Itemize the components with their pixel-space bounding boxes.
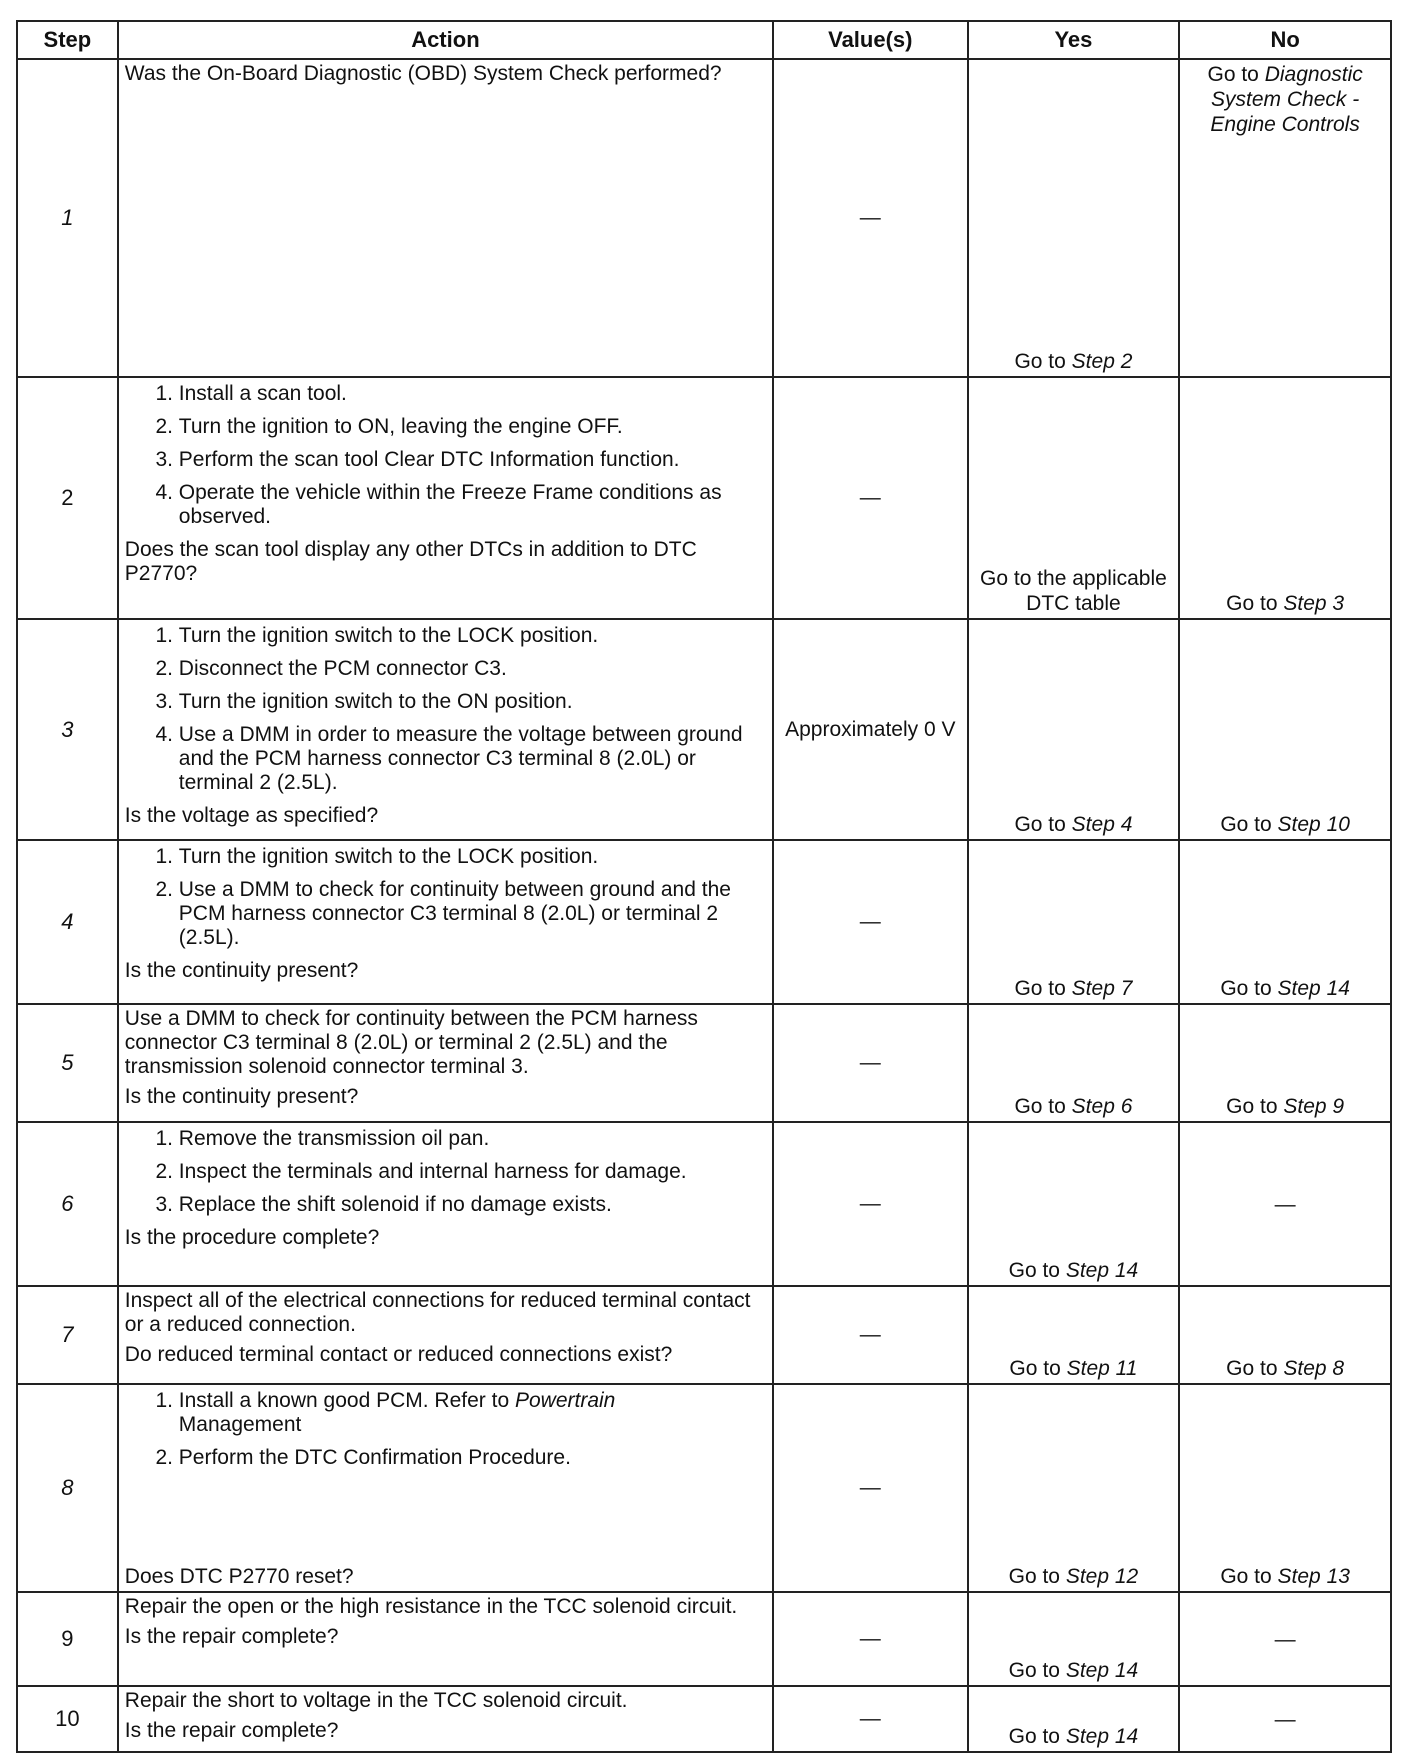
no-cell bbox=[1179, 1592, 1391, 1686]
step-number: 3 bbox=[17, 619, 118, 840]
step-number: 6 bbox=[17, 1122, 118, 1286]
yes-step-link[interactable]: Step 14 bbox=[1065, 1259, 1139, 1282]
action-item: 3. Perform the scan tool Clear DTC Information function. bbox=[179, 448, 766, 472]
no-prefix: Go to bbox=[1226, 1095, 1278, 1118]
no-cell bbox=[1179, 1122, 1391, 1286]
header-row bbox=[17, 21, 1391, 59]
table-row-step-5 bbox=[17, 1004, 1391, 1122]
step-number: 7 bbox=[17, 1286, 118, 1384]
no-cell bbox=[1179, 1686, 1391, 1752]
header-values: Value(s) bbox=[773, 21, 968, 59]
action-text: Use a DMM to check for continuity between the PCM harness connector C3 terminal 8 (2.0L) or terminal 2 (2.5L) and the transmission solenoid connector terminal 3. bbox=[124, 1007, 698, 1078]
action-item: 3. Replace the shift solenoid if no damage exists. bbox=[179, 1193, 766, 1217]
diagnostic-table bbox=[16, 20, 1392, 1753]
yes-step-link[interactable]: Step 7 bbox=[1071, 977, 1133, 1000]
question-text: Was the On-Board Diagnostic (OBD) System Check performed? bbox=[124, 62, 722, 85]
question-text: Is the continuity present? bbox=[124, 1085, 359, 1108]
no-cell bbox=[1179, 1286, 1391, 1384]
action-text-tail: Management bbox=[178, 1413, 302, 1436]
yes-text[interactable]: Go to the applicable DTC table bbox=[980, 567, 1167, 615]
action-cell bbox=[118, 377, 773, 619]
value-cell bbox=[773, 59, 968, 377]
no-prefix: Go to bbox=[1220, 977, 1272, 1000]
no-cell bbox=[1179, 619, 1391, 840]
action-cell bbox=[118, 1286, 773, 1384]
no-step-link[interactable]: Step 9 bbox=[1283, 1095, 1345, 1118]
dash-mark: — bbox=[1274, 1707, 1296, 1731]
value-cell bbox=[773, 1384, 968, 1592]
yes-cell bbox=[968, 1286, 1180, 1384]
table-row-step-7 bbox=[17, 1286, 1391, 1384]
dash-mark: — bbox=[859, 1476, 881, 1499]
dash-mark: — bbox=[859, 206, 881, 229]
yes-step-link[interactable]: Step 11 bbox=[1066, 1357, 1138, 1380]
yes-cell bbox=[968, 1592, 1180, 1686]
step-number: 8 bbox=[17, 1384, 118, 1592]
action-text: Repair the short to voltage in the TCC solenoid circuit. bbox=[124, 1689, 628, 1712]
no-prefix: Go to bbox=[1207, 63, 1259, 86]
action-item: 1. Turn the ignition switch to the LOCK position. bbox=[179, 624, 766, 648]
question-text: Do reduced terminal contact or reduced connections exist? bbox=[124, 1343, 673, 1366]
action-list bbox=[125, 624, 766, 795]
step-number: 10 bbox=[17, 1686, 118, 1752]
dash-mark: — bbox=[859, 1051, 881, 1074]
dash-mark: — bbox=[1274, 1627, 1296, 1651]
action-list bbox=[125, 845, 766, 950]
table-row-step-6 bbox=[17, 1122, 1391, 1286]
no-prefix: Go to bbox=[1220, 1565, 1272, 1588]
no-reference-link[interactable]: Diagnostic System Check - Engine Controls bbox=[1210, 63, 1363, 136]
value-cell bbox=[773, 1122, 968, 1286]
action-cell bbox=[118, 1004, 773, 1122]
action-item: 1. Remove the transmission oil pan. bbox=[179, 1127, 766, 1151]
question-text: Is the repair complete? bbox=[124, 1625, 339, 1648]
step-number: 4 bbox=[17, 840, 118, 1004]
yes-cell bbox=[968, 59, 1180, 377]
question-text: Does the scan tool display any other DTCs in addition to DTC P2770? bbox=[124, 538, 697, 585]
table-row-step-1 bbox=[17, 59, 1391, 377]
yes-step-link[interactable]: Step 4 bbox=[1071, 813, 1133, 836]
table-row-step-3 bbox=[17, 619, 1391, 840]
yes-cell bbox=[968, 840, 1180, 1004]
yes-step-link[interactable]: Step 14 bbox=[1065, 1659, 1139, 1682]
question-text: Is the voltage as specified? bbox=[124, 804, 379, 827]
table-row-step-10 bbox=[17, 1686, 1391, 1752]
yes-prefix: Go to bbox=[1009, 1357, 1061, 1380]
action-list bbox=[125, 1389, 766, 1470]
no-prefix: Go to bbox=[1226, 592, 1278, 615]
header-action: Action bbox=[118, 21, 773, 59]
action-item: 2. Turn the ignition to ON, leaving the engine OFF. bbox=[179, 415, 766, 439]
dash-mark: — bbox=[859, 1323, 881, 1346]
action-item: 2. Inspect the terminals and internal harness for damage. bbox=[179, 1160, 766, 1184]
value-cell bbox=[773, 1592, 968, 1686]
spacer bbox=[125, 1479, 766, 1565]
action-list bbox=[125, 1127, 766, 1217]
value-cell: Approximately 0 V bbox=[773, 619, 968, 840]
action-cell bbox=[118, 619, 773, 840]
yes-prefix: Go to bbox=[1008, 1659, 1060, 1682]
yes-prefix: Go to bbox=[1008, 1259, 1060, 1282]
yes-cell bbox=[968, 1004, 1180, 1122]
yes-prefix: Go to bbox=[1014, 1095, 1066, 1118]
dash-mark: — bbox=[859, 1627, 881, 1650]
yes-cell bbox=[968, 377, 1180, 619]
action-text: Inspect all of the electrical connections for reduced terminal contact or a reduced connection. bbox=[124, 1289, 751, 1336]
question-text: Is the repair complete? bbox=[124, 1719, 339, 1742]
yes-prefix: Go to bbox=[1008, 1565, 1060, 1588]
yes-step-link[interactable]: Step 6 bbox=[1071, 1095, 1133, 1118]
value-cell bbox=[773, 377, 968, 619]
action-text: Install a known good PCM. Refer to bbox=[178, 1389, 510, 1412]
no-cell bbox=[1179, 377, 1391, 619]
dash-mark: — bbox=[859, 486, 881, 509]
no-step-link[interactable]: Step 10 bbox=[1277, 813, 1350, 836]
yes-prefix: Go to bbox=[1014, 350, 1066, 373]
step-number: 1 bbox=[17, 59, 118, 377]
question-text: Is the procedure complete? bbox=[124, 1226, 380, 1249]
step-number: 2 bbox=[17, 377, 118, 619]
yes-cell bbox=[968, 1686, 1180, 1752]
header-step: Step bbox=[17, 21, 118, 59]
dash-mark: — bbox=[859, 1707, 881, 1730]
value-cell bbox=[773, 1286, 968, 1384]
yes-cell bbox=[968, 1122, 1180, 1286]
no-cell bbox=[1179, 59, 1391, 377]
step-number: 5 bbox=[17, 1004, 118, 1122]
yes-prefix: Go to bbox=[1008, 1725, 1060, 1748]
no-cell bbox=[1179, 840, 1391, 1004]
step-number: 9 bbox=[17, 1592, 118, 1686]
value-cell bbox=[773, 1686, 968, 1752]
action-text: Repair the open or the high resistance in the TCC solenoid circuit. bbox=[124, 1595, 738, 1618]
action-cell bbox=[118, 1592, 773, 1686]
table-row-step-9 bbox=[17, 1592, 1391, 1686]
action-cell bbox=[118, 59, 773, 377]
action-list bbox=[125, 382, 766, 529]
action-cell bbox=[118, 840, 773, 1004]
action-item: 2. Disconnect the PCM connector C3. bbox=[179, 657, 766, 681]
action-item: 1. Turn the ignition switch to the LOCK position. bbox=[179, 845, 766, 869]
question-text: Does DTC P2770 reset? bbox=[124, 1565, 354, 1588]
action-cell bbox=[118, 1686, 773, 1752]
yes-step-link[interactable]: Step 12 bbox=[1065, 1565, 1139, 1588]
no-step-link[interactable]: Step 8 bbox=[1283, 1357, 1345, 1380]
action-cell bbox=[118, 1384, 773, 1592]
header-yes: Yes bbox=[968, 21, 1180, 59]
action-item: 1. Install a scan tool. bbox=[179, 382, 766, 406]
no-prefix: Go to bbox=[1226, 1357, 1278, 1380]
action-item: 2. Perform the DTC Confirmation Procedure. bbox=[179, 1446, 766, 1470]
action-item bbox=[179, 1389, 766, 1437]
table-row-step-8 bbox=[17, 1384, 1391, 1592]
action-item: 3. Turn the ignition switch to the ON position. bbox=[179, 690, 766, 714]
value-cell bbox=[773, 1004, 968, 1122]
no-cell bbox=[1179, 1384, 1391, 1592]
header-no: No bbox=[1179, 21, 1391, 59]
question-text: Is the continuity present? bbox=[124, 959, 359, 982]
action-item: 2. Use a DMM to check for continuity between ground and the PCM harness connector C3 terminal 8 (2.0L) or terminal 2 (2.5L). bbox=[179, 878, 766, 950]
no-prefix: Go to bbox=[1220, 813, 1272, 836]
action-item: 4. Use a DMM in order to measure the voltage between ground and the PCM harness connector C3 terminal 8 (2.0L) or terminal 2 (2.5L). bbox=[179, 723, 766, 795]
yes-step-link[interactable]: Step 14 bbox=[1065, 1725, 1139, 1748]
yes-step-link[interactable]: Step 2 bbox=[1071, 350, 1133, 373]
action-item: 4. Operate the vehicle within the Freeze Frame conditions as observed. bbox=[179, 481, 766, 529]
powertrain-reference-link[interactable]: Powertrain bbox=[514, 1389, 616, 1412]
table-row-step-4 bbox=[17, 840, 1391, 1004]
dash-mark: — bbox=[1274, 1192, 1296, 1216]
action-cell bbox=[118, 1122, 773, 1286]
no-step-link[interactable]: Step 3 bbox=[1283, 592, 1345, 615]
no-cell bbox=[1179, 1004, 1391, 1122]
yes-cell bbox=[968, 619, 1180, 840]
yes-prefix: Go to bbox=[1014, 813, 1066, 836]
no-step-link[interactable]: Step 13 bbox=[1277, 1565, 1350, 1588]
dash-mark: — bbox=[859, 910, 881, 933]
yes-cell bbox=[968, 1384, 1180, 1592]
yes-prefix: Go to bbox=[1014, 977, 1066, 1000]
table-row-step-2 bbox=[17, 377, 1391, 619]
dash-mark: — bbox=[859, 1192, 881, 1215]
value-cell bbox=[773, 840, 968, 1004]
no-step-link[interactable]: Step 14 bbox=[1277, 977, 1350, 1000]
